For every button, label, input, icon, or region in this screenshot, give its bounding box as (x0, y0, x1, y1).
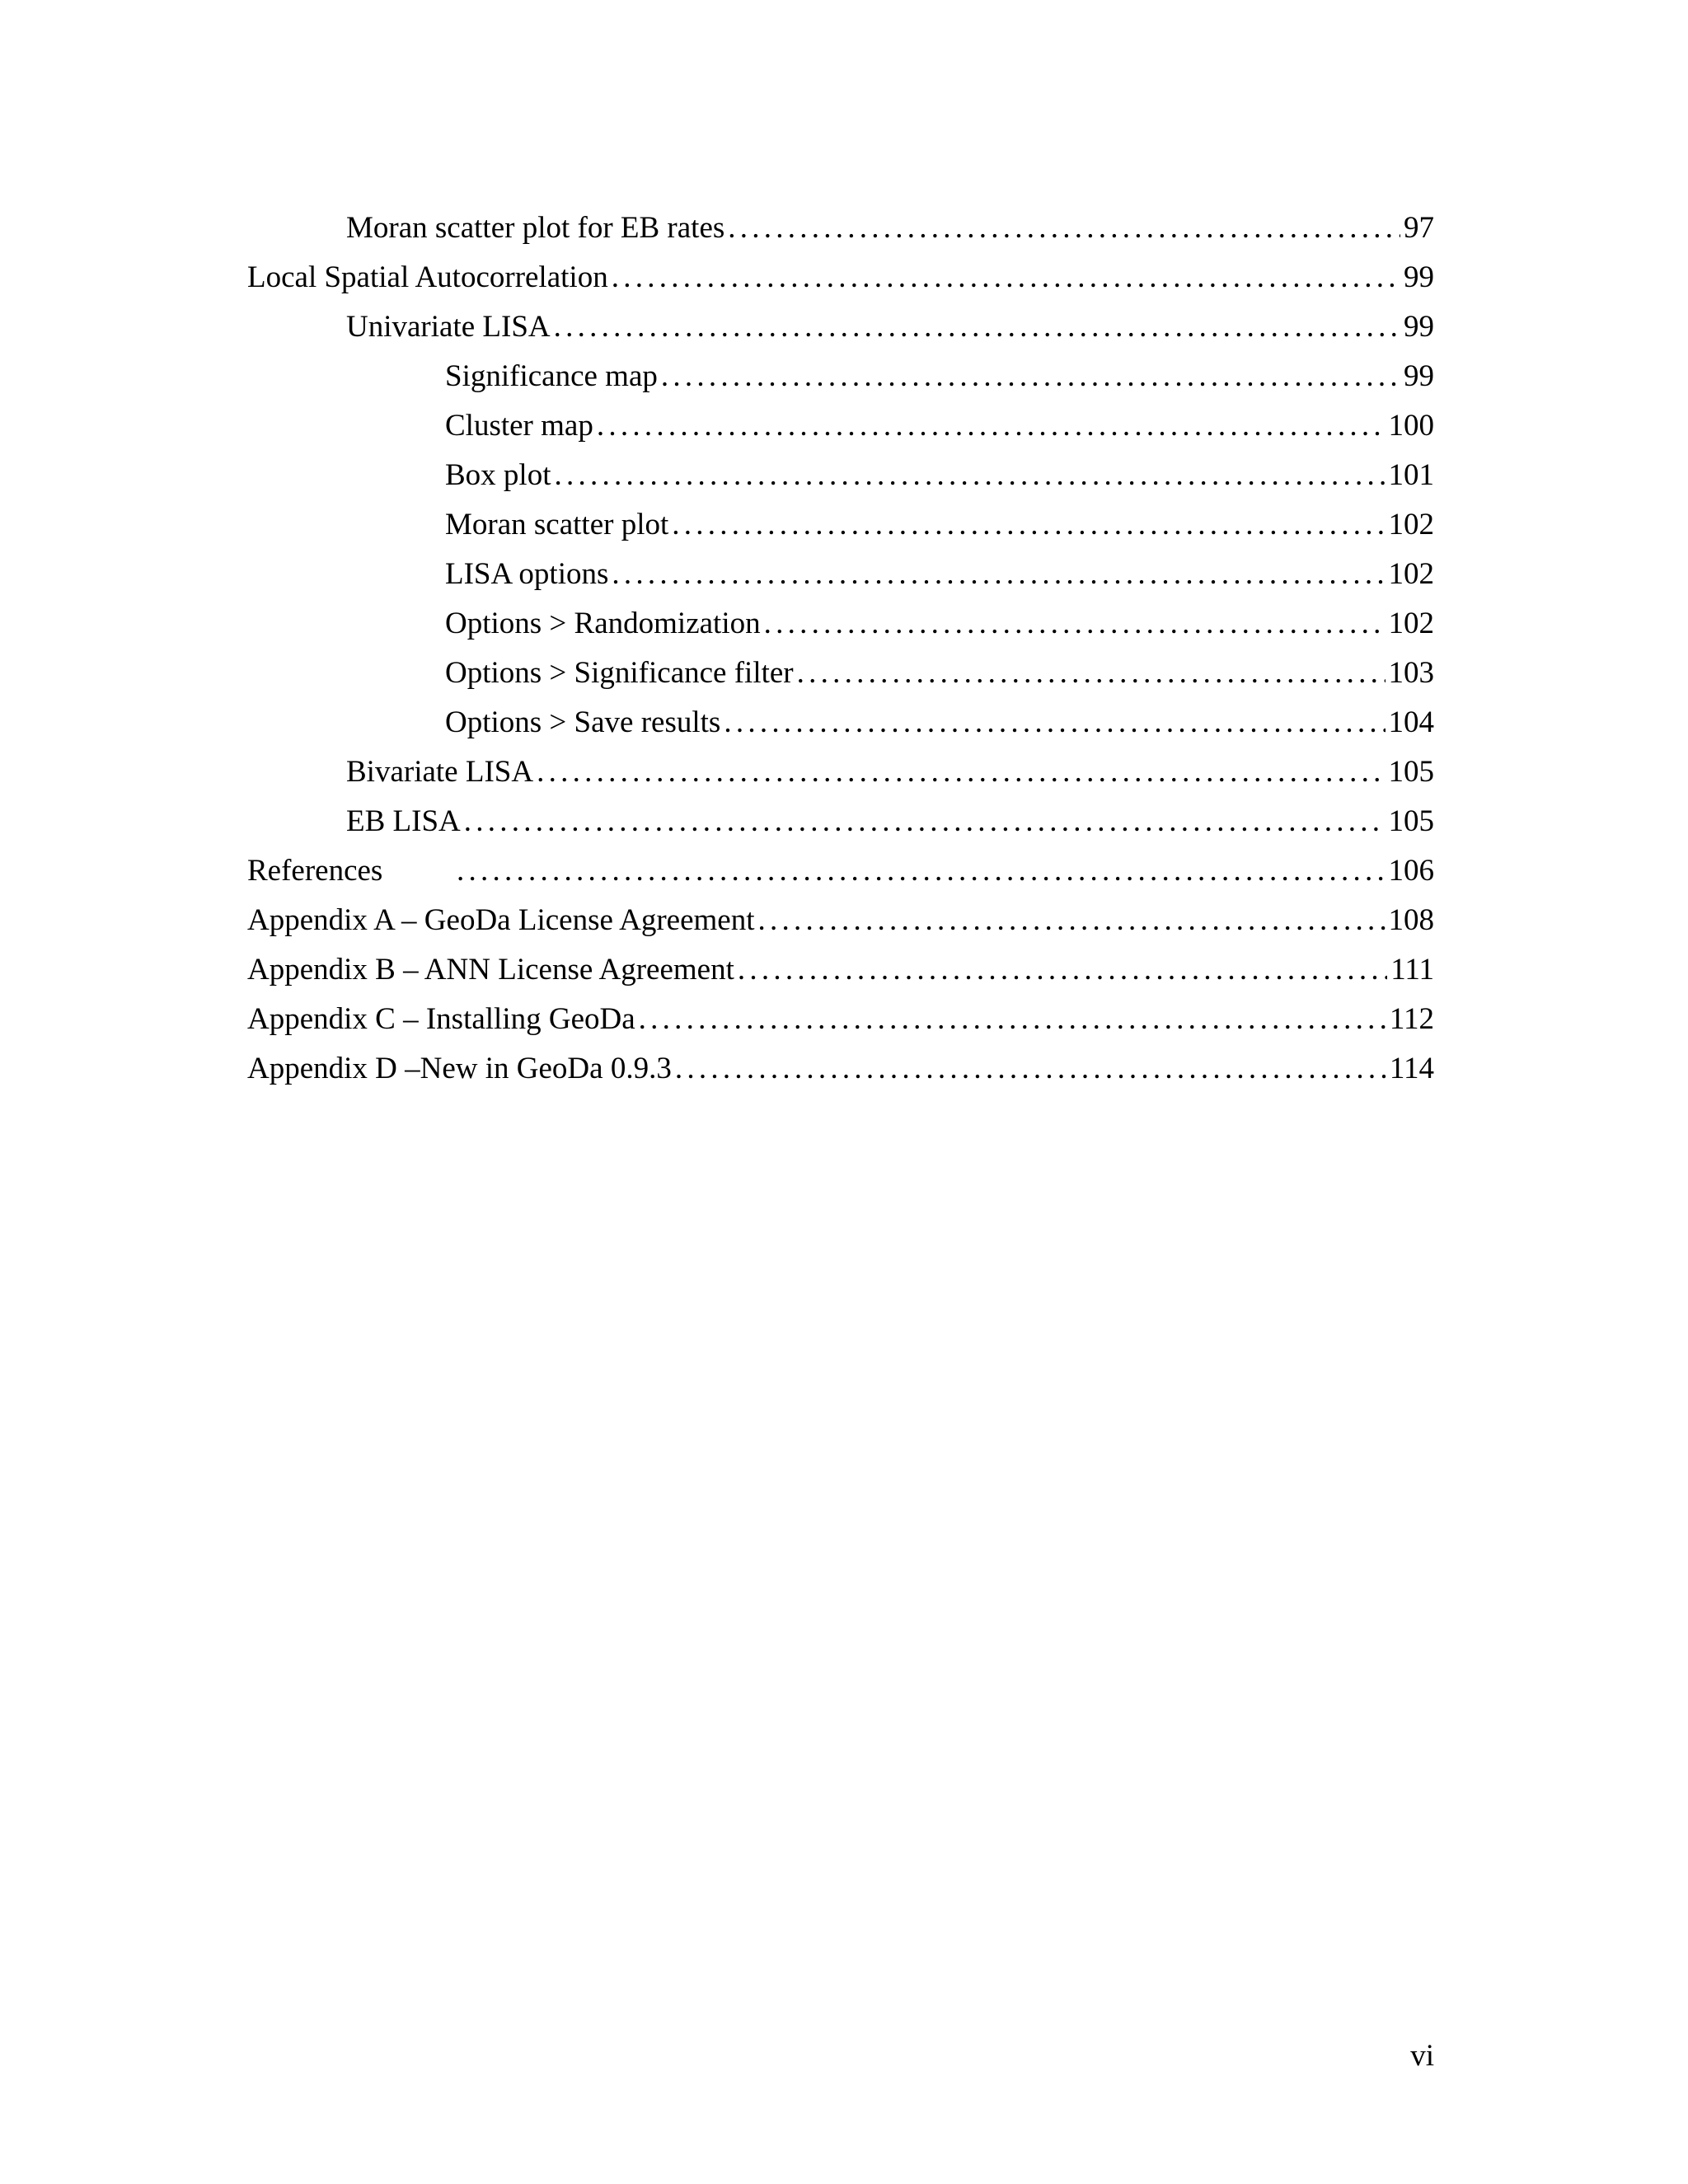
toc-entry-title: Box plot (445, 458, 551, 492)
toc-dot-leader (738, 945, 1387, 995)
toc-entry[interactable] (247, 1044, 1434, 1094)
toc-dot-leader (639, 995, 1386, 1044)
toc-entry[interactable] (247, 698, 1434, 748)
toc-entry-page: 99 (1404, 359, 1434, 393)
toc-entry[interactable] (247, 500, 1434, 550)
toc-entry-page: 99 (1404, 260, 1434, 294)
toc-entry-title: Moran scatter plot for EB rates (346, 211, 725, 245)
toc-dot-leader (724, 698, 1385, 748)
toc-dot-leader (728, 204, 1400, 253)
toc-entry[interactable] (247, 945, 1434, 995)
toc-entry[interactable] (247, 846, 1434, 896)
toc-dot-leader (612, 253, 1400, 302)
toc-entry-page: 99 (1404, 310, 1434, 344)
toc-dot-leader (672, 500, 1385, 550)
toc-entry-page: 104 (1388, 705, 1434, 739)
toc-entry[interactable] (247, 896, 1434, 945)
toc-entry[interactable] (247, 302, 1434, 352)
toc-dot-leader (661, 352, 1400, 401)
toc-entry-page: 102 (1388, 557, 1434, 591)
toc-entry-page: 97 (1404, 211, 1434, 245)
toc-entry[interactable] (247, 599, 1434, 649)
toc-entry-page: 101 (1388, 458, 1434, 492)
toc-dot-leader (555, 451, 1386, 500)
toc-entry[interactable] (247, 352, 1434, 401)
toc-entry[interactable] (247, 995, 1434, 1044)
toc-entry-title: Cluster map (445, 409, 593, 443)
toc-dot-leader (764, 599, 1386, 649)
toc-entry-title: Bivariate LISA (346, 755, 534, 789)
toc-entry-page: 114 (1389, 1052, 1434, 1085)
toc-entry[interactable] (247, 451, 1434, 500)
toc-entry-title: EB LISA (346, 804, 461, 838)
toc-entry-title: Appendix B – ANN License Agreement (247, 953, 734, 987)
toc-entry-page: 112 (1389, 1002, 1434, 1036)
toc-entry-title: Significance map (445, 359, 658, 393)
toc-entry-title: Univariate LISA (346, 310, 551, 344)
toc-dot-leader (675, 1044, 1386, 1094)
toc-entry-title: LISA options (445, 557, 609, 591)
toc-entry-title: Options > Save results (445, 705, 721, 739)
toc-dot-leader (612, 550, 1385, 599)
toc-dot-leader (537, 748, 1385, 797)
toc-dot-leader (797, 649, 1386, 698)
toc-entry-title: Moran scatter plot (445, 508, 669, 541)
toc-dot-leader (464, 797, 1386, 846)
toc-entry-title: Appendix C – Installing GeoDa (247, 1002, 635, 1036)
toc-entry-page: 106 (1388, 854, 1434, 888)
toc-entry-page: 102 (1388, 607, 1434, 640)
toc-dot-leader (757, 896, 1385, 945)
toc-dot-leader (457, 846, 1386, 896)
toc-entry-page: 105 (1388, 755, 1434, 789)
toc-entry-page: 102 (1388, 508, 1434, 541)
toc-entry[interactable] (247, 204, 1434, 253)
toc-entry[interactable] (247, 797, 1434, 846)
toc-entry-title: Local Spatial Autocorrelation (247, 260, 608, 294)
page-number: vi (1410, 2039, 1434, 2073)
toc-dot-leader (554, 302, 1400, 352)
toc-entry-title: Options > Significance filter (445, 656, 794, 690)
table-of-contents (247, 204, 1434, 1094)
toc-entry[interactable] (247, 748, 1434, 797)
toc-entry[interactable] (247, 253, 1434, 302)
toc-entry-title: Appendix A – GeoDa License Agreement (247, 903, 755, 937)
toc-entry-page: 108 (1388, 903, 1434, 937)
toc-entry-title: References (247, 854, 383, 888)
toc-entry-page: 100 (1388, 409, 1434, 443)
toc-dot-leader (597, 401, 1386, 451)
toc-entry-title: Options > Randomization (445, 607, 761, 640)
toc-entry[interactable] (247, 550, 1434, 599)
toc-entry-page: 103 (1388, 656, 1434, 690)
toc-entry[interactable] (247, 649, 1434, 698)
toc-entry-page: 111 (1390, 953, 1434, 987)
toc-entry-title: Appendix D –New in GeoDa 0.9.3 (247, 1052, 672, 1085)
toc-entry[interactable] (247, 401, 1434, 451)
toc-entry-page: 105 (1388, 804, 1434, 838)
